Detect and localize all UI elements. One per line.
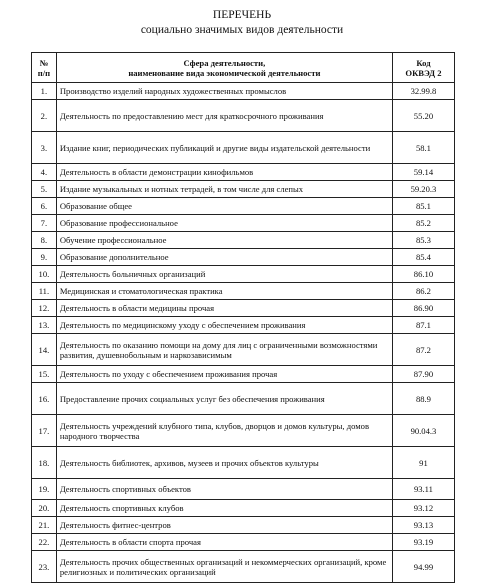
row-okved-code: 59.14 [392, 164, 454, 181]
table-row [32, 198, 455, 215]
row-activity-name: Деятельность спортивных объектов [56, 479, 392, 500]
row-activity-name: Деятельность в области демонстрации кинофильмов [56, 164, 392, 181]
row-number: 5. [32, 181, 57, 198]
row-okved-code: 93.12 [392, 500, 454, 517]
row-activity-name: Деятельность по медицинскому уходу с обеспечением проживания [56, 317, 392, 334]
row-number: 8. [32, 232, 57, 249]
row-okved-code: 85.4 [392, 249, 454, 266]
row-activity-name: Деятельность в области спорта прочая [56, 534, 392, 551]
row-okved-code: 93.19 [392, 534, 454, 551]
row-okved-code: 32.99.8 [392, 83, 454, 100]
table-row [32, 232, 455, 249]
row-number: 18. [32, 447, 57, 479]
header-activity-line1: Сфера деятельности, [183, 57, 266, 68]
row-okved-code: 87.2 [392, 334, 454, 366]
row-number: 3. [32, 132, 57, 164]
header-okved-code [392, 53, 454, 83]
table-row [32, 100, 455, 132]
row-number: 14. [32, 334, 57, 366]
row-number: 7. [32, 215, 57, 232]
row-number: 22. [32, 534, 57, 551]
row-okved-code: 86.10 [392, 266, 454, 283]
table-row [32, 534, 455, 551]
table-row [32, 83, 455, 100]
document-title: ПЕРЕЧЕНЬ [212, 9, 272, 21]
row-okved-code: 86.90 [392, 300, 454, 317]
row-okved-code: 85.1 [392, 198, 454, 215]
row-number: 4. [32, 164, 57, 181]
row-activity-name: Деятельность спортивных клубов [56, 500, 392, 517]
table-row [32, 383, 455, 415]
row-number: 1. [32, 83, 57, 100]
table-row [32, 181, 455, 198]
row-activity-name: Деятельность учреждений клубного типа, клубов, дворцов и домов культуры, домов народного творчества [56, 415, 392, 447]
row-activity-name: Производство изделий народных художественных промыслов [56, 83, 392, 100]
row-number: 9. [32, 249, 57, 266]
row-okved-code: 55.20 [392, 100, 454, 132]
header-activity-line2: наименование вида экономической деятельности [128, 67, 321, 78]
row-okved-code: 93.13 [392, 517, 454, 534]
row-activity-name: Обучение профессиональное [56, 232, 392, 249]
row-okved-code: 87.90 [392, 366, 454, 383]
table-row [32, 517, 455, 534]
table-row [32, 164, 455, 181]
header-number-line2: п/п [37, 67, 51, 78]
table-row [32, 317, 455, 334]
table-row [32, 366, 455, 383]
activities-table [31, 52, 455, 583]
row-number: 13. [32, 317, 57, 334]
row-number: 15. [32, 366, 57, 383]
table-row [32, 283, 455, 300]
table-header-row [32, 53, 455, 83]
row-okved-code: 85.2 [392, 215, 454, 232]
row-activity-name: Деятельность по предоставлению мест для краткосрочного проживания [56, 100, 392, 132]
table-row [32, 215, 455, 232]
row-activity-name: Деятельность по уходу с обеспечением проживания прочая [56, 366, 392, 383]
row-activity-name: Образование дополнительное [56, 249, 392, 266]
row-number: 23. [32, 551, 57, 583]
document-subtitle: социально значимых видов деятельности [140, 24, 344, 36]
row-okved-code: 91 [392, 447, 454, 479]
table-row [32, 249, 455, 266]
row-number: 12. [32, 300, 57, 317]
row-okved-code: 88.9 [392, 383, 454, 415]
row-activity-name: Деятельность прочих общественных организаций и некоммерческих организаций, кроме религиозных и политических организаций [56, 551, 392, 583]
table-row [32, 266, 455, 283]
row-activity-name: Образование профессиональное [56, 215, 392, 232]
row-activity-name: Деятельность библиотек, архивов, музеев и прочих объектов культуры [56, 447, 392, 479]
table-row [32, 300, 455, 317]
row-activity-name: Издание музыкальных и нотных тетрадей, в том числе для слепых [56, 181, 392, 198]
header-code-line2: ОКВЭД 2 [405, 67, 442, 78]
row-okved-code: 90.04.3 [392, 415, 454, 447]
table-row [32, 500, 455, 517]
row-okved-code: 86.2 [392, 283, 454, 300]
row-activity-name: Деятельность в области медицины прочая [56, 300, 392, 317]
table-row [32, 415, 455, 447]
table-row [32, 551, 455, 583]
table-row [32, 132, 455, 164]
row-activity-name: Деятельность фитнес-центров [56, 517, 392, 534]
row-okved-code: 59.20.3 [392, 181, 454, 198]
header-activity-name [56, 53, 392, 83]
row-number: 16. [32, 383, 57, 415]
table-row [32, 447, 455, 479]
row-activity-name: Образование общее [56, 198, 392, 215]
row-number: 21. [32, 517, 57, 534]
row-okved-code: 94.99 [392, 551, 454, 583]
header-number-line1: № [39, 57, 49, 68]
row-number: 19. [32, 479, 57, 500]
row-number: 10. [32, 266, 57, 283]
table-row [32, 334, 455, 366]
row-number: 20. [32, 500, 57, 517]
row-number: 6. [32, 198, 57, 215]
row-number: 17. [32, 415, 57, 447]
row-okved-code: 58.1 [392, 132, 454, 164]
row-activity-name: Деятельность по оказанию помощи на дому для лиц с ограниченными возможностями развития, душевнобольным и наркозависимым [56, 334, 392, 366]
header-number [32, 53, 57, 83]
row-okved-code: 93.11 [392, 479, 454, 500]
row-activity-name: Медицинская и стоматологическая практика [56, 283, 392, 300]
row-okved-code: 87.1 [392, 317, 454, 334]
row-activity-name: Издание книг, периодических публикаций и другие виды издательской деятельности [56, 132, 392, 164]
header-code-line1: Код [416, 57, 431, 68]
table-row [32, 479, 455, 500]
row-okved-code: 85.3 [392, 232, 454, 249]
row-activity-name: Деятельность больничных организаций [56, 266, 392, 283]
row-activity-name: Предоставление прочих социальных услуг без обеспечения проживания [56, 383, 392, 415]
row-number: 11. [32, 283, 57, 300]
row-number: 2. [32, 100, 57, 132]
